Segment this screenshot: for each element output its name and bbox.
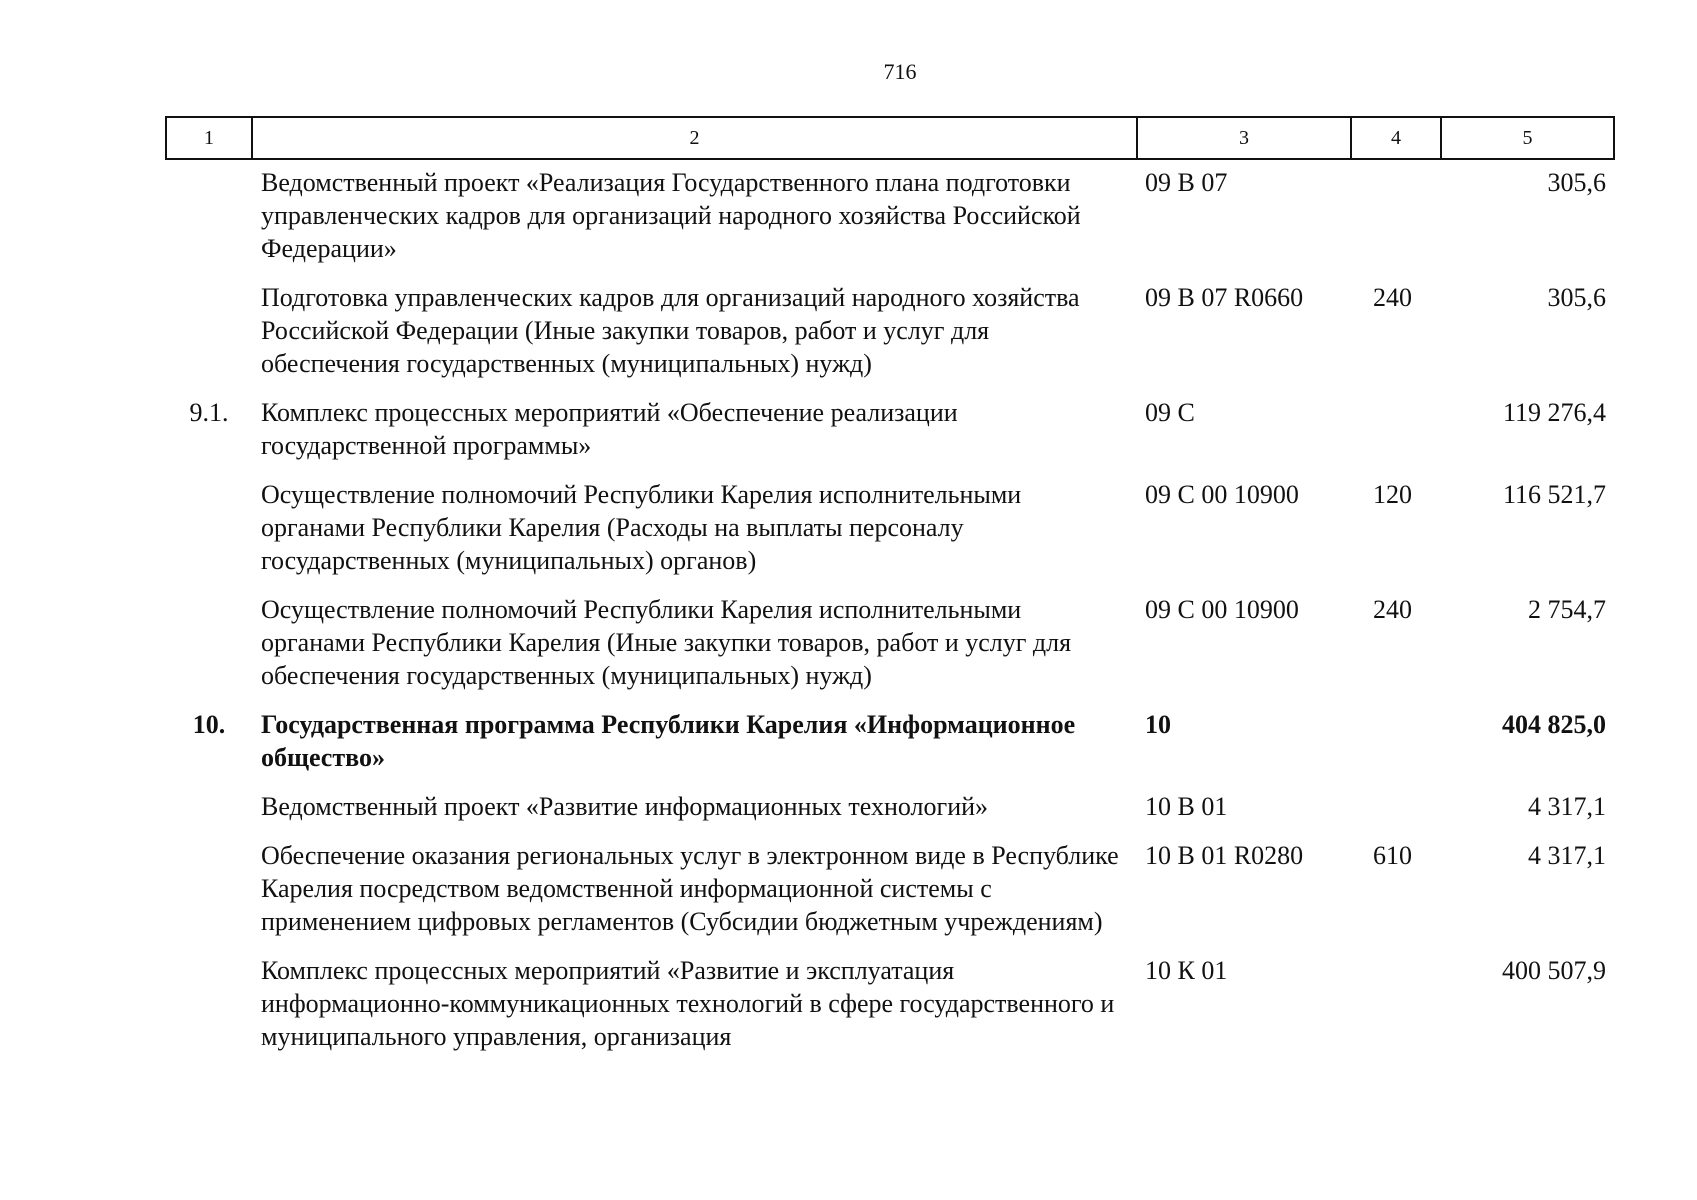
row-code: 10 В 01 R0280 xyxy=(1145,841,1304,870)
table-row xyxy=(166,159,1614,281)
table-row xyxy=(166,478,1614,593)
row-name: Осуществление полномочий Республики Карелия исполнительными органами Республики Карелия (Иные закупки товаров, работ и услуг для обеспечения государственных (муниципальных) нужд) xyxy=(261,595,1072,690)
row-code: 09 С 00 10900 xyxy=(1145,480,1299,509)
row-name: Ведомственный проект «Развитие информационных технологий» xyxy=(261,792,989,821)
row-amount: 119 276,4 xyxy=(1502,398,1606,427)
row-number xyxy=(166,593,252,708)
header-col-4: 4 xyxy=(1351,117,1441,159)
row-expense-type: 610 xyxy=(1373,841,1412,870)
row-code: 09 С 00 10900 xyxy=(1145,595,1299,624)
row-expense-type: 240 xyxy=(1373,595,1412,624)
row-amount: 400 507,9 xyxy=(1502,956,1606,985)
table-row xyxy=(166,790,1614,839)
row-expense-type xyxy=(1351,954,1441,1069)
row-number xyxy=(166,839,252,954)
row-number: 9.1. xyxy=(189,398,229,427)
row-amount: 2 754,7 xyxy=(1528,595,1606,624)
row-code: 09 С xyxy=(1145,398,1195,427)
row-amount: 305,6 xyxy=(1547,168,1606,197)
row-code: 10 xyxy=(1145,710,1171,739)
row-name: Комплекс процессных мероприятий «Развитие и эксплуатация информационно-коммуникационных технологий в сфере государственного и муниципального управления, организация xyxy=(261,956,1115,1051)
row-number xyxy=(166,159,252,281)
row-expense-type xyxy=(1351,708,1441,790)
row-expense-type xyxy=(1351,790,1441,839)
row-amount: 4 317,1 xyxy=(1528,841,1606,870)
row-expense-type: 120 xyxy=(1373,480,1412,509)
header-col-5: 5 xyxy=(1441,117,1614,159)
row-name: Ведомственный проект «Реализация Государственного плана подготовки управленческих кадров для организаций народного хозяйства Российской Федерации» xyxy=(261,168,1081,263)
table-row xyxy=(166,954,1614,1069)
row-code: 09 В 07 xyxy=(1145,168,1228,197)
row-name: Подготовка управленческих кадров для организаций народного хозяйства Российской Федерации (Иные закупки товаров, работ и услуг для обеспечения государственных (муниципальных) нужд) xyxy=(261,283,1080,378)
row-number xyxy=(166,954,252,1069)
table-row xyxy=(166,396,1614,478)
table-body xyxy=(166,159,1614,1069)
row-amount: 116 521,7 xyxy=(1502,480,1606,509)
row-expense-type xyxy=(1351,396,1441,478)
row-code: 10 В 01 xyxy=(1145,792,1228,821)
table-header xyxy=(166,117,1614,159)
header-col-1: 1 xyxy=(166,117,252,159)
row-expense-type xyxy=(1351,159,1441,281)
header-col-3: 3 xyxy=(1137,117,1351,159)
row-name: Обеспечение оказания региональных услуг в электронном виде в Республике Карелия посредством ведомственной информационной системы с применением цифровых регламентов (Субсидии бюджетным учреждениям) xyxy=(261,841,1119,936)
row-name: Осуществление полномочий Республики Карелия исполнительными органами Республики Карелия (Расходы на выплаты персоналу государственных (муниципальных) органов) xyxy=(261,480,1022,575)
table-row xyxy=(166,593,1614,708)
row-expense-type: 240 xyxy=(1373,283,1412,312)
row-amount: 305,6 xyxy=(1547,283,1606,312)
row-code: 09 В 07 R0660 xyxy=(1145,283,1304,312)
page-number: 716 xyxy=(883,59,917,84)
table-row-program xyxy=(166,708,1614,790)
table-row xyxy=(166,839,1614,954)
row-number xyxy=(166,478,252,593)
row-number xyxy=(166,790,252,839)
header-row xyxy=(166,117,1614,159)
row-name: Комплекс процессных мероприятий «Обеспечение реализации государственной программы» xyxy=(261,398,958,460)
header-col-2: 2 xyxy=(252,117,1137,159)
row-number: 10. xyxy=(192,710,226,739)
row-number xyxy=(166,281,252,396)
row-code: 10 К 01 xyxy=(1145,956,1228,985)
row-amount: 4 317,1 xyxy=(1528,792,1606,821)
budget-table xyxy=(165,116,1615,1069)
table-row xyxy=(166,281,1614,396)
row-name: Государственная программа Республики Карелия «Информационное общество» xyxy=(261,710,1076,772)
row-amount: 404 825,0 xyxy=(1502,710,1606,739)
